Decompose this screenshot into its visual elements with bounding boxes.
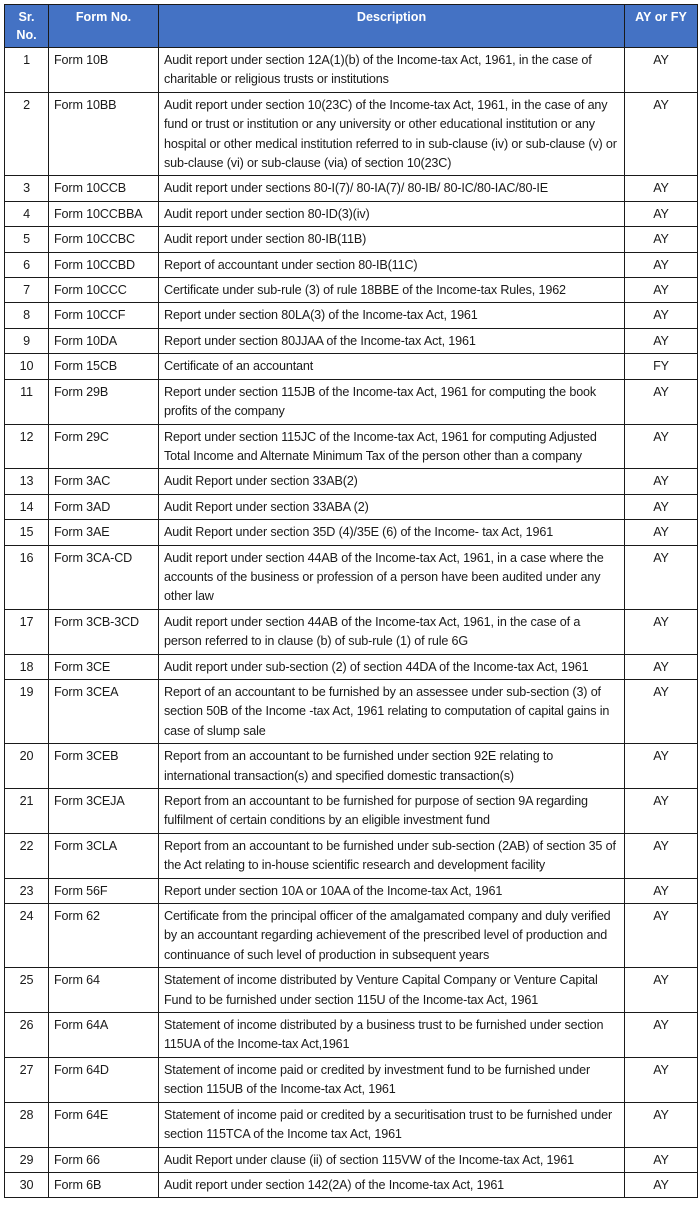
ay-or-fy-cell: AY [625, 1013, 698, 1058]
sr-no-cell: 30 [5, 1172, 49, 1197]
form-no-cell: Form 10B [49, 48, 159, 93]
table-row [5, 1172, 698, 1197]
ay-or-fy-cell: AY [625, 654, 698, 679]
form-no-cell: Form 3CA-CD [49, 545, 159, 609]
ay-or-fy-cell: FY [625, 354, 698, 379]
form-no-cell: Form 3CE [49, 654, 159, 679]
table-row [5, 1147, 698, 1172]
form-no-cell: Form 3AD [49, 494, 159, 519]
table-row [5, 904, 698, 968]
form-no-cell: Form 10CCBC [49, 227, 159, 252]
table-row [5, 48, 698, 93]
ay-or-fy-cell: AY [625, 545, 698, 609]
form-no-cell: Form 3CLA [49, 833, 159, 878]
description-cell: Audit report under section 44AB of the Income-tax Act, 1961, in the case of a person referred to in clause (b) of sub-rule (1) of rule 6G [159, 609, 625, 654]
table-row [5, 328, 698, 353]
description-cell: Statement of income distributed by a business trust to be furnished under section 115UA of the Income-tax Act,1961 [159, 1013, 625, 1058]
form-no-cell: Form 56F [49, 878, 159, 903]
table-row [5, 654, 698, 679]
sr-no-cell: 16 [5, 545, 49, 609]
ay-or-fy-cell: AY [625, 1102, 698, 1147]
description-cell: Report under section 115JC of the Income-tax Act, 1961 for computing Adjusted Total Income and Alternate Minimum Tax of the person other than a company [159, 424, 625, 469]
ay-or-fy-cell: AY [625, 679, 698, 743]
sr-no-cell: 1 [5, 48, 49, 93]
ay-or-fy-cell: AY [625, 968, 698, 1013]
table-row [5, 227, 698, 252]
sr-no-cell: 6 [5, 252, 49, 277]
sr-no-cell: 28 [5, 1102, 49, 1147]
ay-or-fy-cell: AY [625, 303, 698, 328]
ay-or-fy-cell: AY [625, 878, 698, 903]
form-no-cell: Form 10CCBBA [49, 201, 159, 226]
description-cell: Audit report under section 142(2A) of the Income-tax Act, 1961 [159, 1172, 625, 1197]
description-cell: Audit Report under section 35D (4)/35E (6) of the Income- tax Act, 1961 [159, 520, 625, 545]
description-cell: Audit report under sub-section (2) of section 44DA of the Income-tax Act, 1961 [159, 654, 625, 679]
form-no-cell: Form 3CB-3CD [49, 609, 159, 654]
sr-no-cell: 29 [5, 1147, 49, 1172]
ay-or-fy-cell: AY [625, 424, 698, 469]
form-no-cell: Form 62 [49, 904, 159, 968]
description-cell: Report from an accountant to be furnished for purpose of section 9A regarding fulfilment of certain conditions by an eligible investment fund [159, 789, 625, 834]
header-ay-or-fy: AY or FY [625, 5, 698, 48]
form-no-cell: Form 29B [49, 379, 159, 424]
form-no-cell: Form 3CEJA [49, 789, 159, 834]
sr-no-cell: 12 [5, 424, 49, 469]
table-row [5, 833, 698, 878]
ay-or-fy-cell: AY [625, 278, 698, 303]
ay-or-fy-cell: AY [625, 789, 698, 834]
table-row [5, 494, 698, 519]
header-row [5, 5, 698, 48]
ay-or-fy-cell: AY [625, 904, 698, 968]
description-cell: Audit report under section 12A(1)(b) of the Income-tax Act, 1961, in the case of charitable or religious trusts or institutions [159, 48, 625, 93]
table-row [5, 1102, 698, 1147]
sr-no-cell: 24 [5, 904, 49, 968]
header-sr-no: Sr. No. [5, 5, 49, 48]
form-no-cell: Form 3CEB [49, 744, 159, 789]
description-cell: Certificate from the principal officer of the amalgamated company and duly verified by an accountant regarding achievement of the prescribed level of production and continuance of such level of production in subsequent years [159, 904, 625, 968]
sr-no-cell: 8 [5, 303, 49, 328]
form-no-cell: Form 66 [49, 1147, 159, 1172]
sr-no-cell: 26 [5, 1013, 49, 1058]
ay-or-fy-cell: AY [625, 1172, 698, 1197]
forms-table-container [4, 4, 698, 1198]
table-row [5, 878, 698, 903]
table-row [5, 520, 698, 545]
audit-forms-table [4, 4, 698, 1198]
table-row [5, 252, 698, 277]
description-cell: Statement of income distributed by Venture Capital Company or Venture Capital Fund to be furnished under section 115U of the Income-tax Act, 1961 [159, 968, 625, 1013]
table-row [5, 968, 698, 1013]
sr-no-cell: 21 [5, 789, 49, 834]
ay-or-fy-cell: AY [625, 379, 698, 424]
table-row [5, 424, 698, 469]
ay-or-fy-cell: AY [625, 48, 698, 93]
ay-or-fy-cell: AY [625, 176, 698, 201]
ay-or-fy-cell: AY [625, 227, 698, 252]
header-form-no: Form No. [49, 5, 159, 48]
table-row [5, 609, 698, 654]
table-row [5, 789, 698, 834]
description-cell: Audit report under section 80-IB(11B) [159, 227, 625, 252]
description-cell: Audit report under section 10(23C) of the Income-tax Act, 1961, in the case of any fund or trust or institution or any university or other educational institution or any hospital or other medical institution referred to in sub-clause (iv) or sub-clause (v) or sub-clause (vi) or sub-clause (via) of section 10(23C) [159, 92, 625, 176]
table-row [5, 278, 698, 303]
table-header [5, 5, 698, 48]
table-body [5, 48, 698, 1198]
description-cell: Audit Report under section 33ABA (2) [159, 494, 625, 519]
form-no-cell: Form 3CEA [49, 679, 159, 743]
table-row [5, 469, 698, 494]
description-cell: Statement of income paid or credited by a securitisation trust to be furnished under section 115TCA of the Income tax Act, 1961 [159, 1102, 625, 1147]
sr-no-cell: 13 [5, 469, 49, 494]
sr-no-cell: 27 [5, 1057, 49, 1102]
sr-no-cell: 17 [5, 609, 49, 654]
description-cell: Report of an accountant to be furnished by an assessee under sub-section (3) of section 50B of the Income -tax Act, 1961 relating to computation of capital gains in case of slump sale [159, 679, 625, 743]
description-cell: Audit Report under clause (ii) of section 115VW of the Income-tax Act, 1961 [159, 1147, 625, 1172]
sr-no-cell: 23 [5, 878, 49, 903]
sr-no-cell: 19 [5, 679, 49, 743]
table-row [5, 545, 698, 609]
sr-no-cell: 2 [5, 92, 49, 176]
form-no-cell: Form 64A [49, 1013, 159, 1058]
sr-no-cell: 9 [5, 328, 49, 353]
description-cell: Certificate of an accountant [159, 354, 625, 379]
description-cell: Statement of income paid or credited by investment fund to be furnished under section 115UB of the Income-tax Act, 1961 [159, 1057, 625, 1102]
sr-no-cell: 18 [5, 654, 49, 679]
form-no-cell: Form 6B [49, 1172, 159, 1197]
sr-no-cell: 20 [5, 744, 49, 789]
ay-or-fy-cell: AY [625, 520, 698, 545]
sr-no-cell: 14 [5, 494, 49, 519]
ay-or-fy-cell: AY [625, 833, 698, 878]
sr-no-cell: 15 [5, 520, 49, 545]
ay-or-fy-cell: AY [625, 494, 698, 519]
sr-no-cell: 11 [5, 379, 49, 424]
sr-no-cell: 25 [5, 968, 49, 1013]
description-cell: Report under section 80JJAA of the Income-tax Act, 1961 [159, 328, 625, 353]
form-no-cell: Form 29C [49, 424, 159, 469]
ay-or-fy-cell: AY [625, 1057, 698, 1102]
form-no-cell: Form 10BB [49, 92, 159, 176]
description-cell: Report under section 10A or 10AA of the Income-tax Act, 1961 [159, 878, 625, 903]
description-cell: Audit report under sections 80-I(7)/ 80-IA(7)/ 80-IB/ 80-IC/80-IAC/80-IE [159, 176, 625, 201]
form-no-cell: Form 64E [49, 1102, 159, 1147]
form-no-cell: Form 10CCC [49, 278, 159, 303]
form-no-cell: Form 15CB [49, 354, 159, 379]
header-description: Description [159, 5, 625, 48]
ay-or-fy-cell: AY [625, 328, 698, 353]
ay-or-fy-cell: AY [625, 469, 698, 494]
table-row [5, 679, 698, 743]
form-no-cell: Form 10CCF [49, 303, 159, 328]
description-cell: Audit Report under section 33AB(2) [159, 469, 625, 494]
form-no-cell: Form 3AC [49, 469, 159, 494]
table-row [5, 201, 698, 226]
table-row [5, 1057, 698, 1102]
description-cell: Report under section 80LA(3) of the Income-tax Act, 1961 [159, 303, 625, 328]
ay-or-fy-cell: AY [625, 1147, 698, 1172]
description-cell: Report from an accountant to be furnished under section 92E relating to international transaction(s) and specified domestic transaction(s) [159, 744, 625, 789]
ay-or-fy-cell: AY [625, 92, 698, 176]
table-row [5, 354, 698, 379]
form-no-cell: Form 64D [49, 1057, 159, 1102]
sr-no-cell: 7 [5, 278, 49, 303]
description-cell: Report under section 115JB of the Income-tax Act, 1961 for computing the book profits of the company [159, 379, 625, 424]
description-cell: Certificate under sub-rule (3) of rule 18BBE of the Income-tax Rules, 1962 [159, 278, 625, 303]
ay-or-fy-cell: AY [625, 252, 698, 277]
sr-no-cell: 4 [5, 201, 49, 226]
table-row [5, 176, 698, 201]
description-cell: Audit report under section 44AB of the Income-tax Act, 1961, in a case where the accounts of the business or profession of a person have been audited under any other law [159, 545, 625, 609]
table-row [5, 1013, 698, 1058]
table-row [5, 744, 698, 789]
description-cell: Audit report under section 80-ID(3)(iv) [159, 201, 625, 226]
form-no-cell: Form 10CCB [49, 176, 159, 201]
sr-no-cell: 5 [5, 227, 49, 252]
sr-no-cell: 3 [5, 176, 49, 201]
ay-or-fy-cell: AY [625, 201, 698, 226]
ay-or-fy-cell: AY [625, 744, 698, 789]
description-cell: Report from an accountant to be furnished under sub-section (2AB) of section 35 of the Act relating to in-house scientific research and development facility [159, 833, 625, 878]
sr-no-cell: 22 [5, 833, 49, 878]
form-no-cell: Form 3AE [49, 520, 159, 545]
sr-no-cell: 10 [5, 354, 49, 379]
form-no-cell: Form 64 [49, 968, 159, 1013]
table-row [5, 92, 698, 176]
table-row [5, 303, 698, 328]
ay-or-fy-cell: AY [625, 609, 698, 654]
form-no-cell: Form 10CCBD [49, 252, 159, 277]
form-no-cell: Form 10DA [49, 328, 159, 353]
table-row [5, 379, 698, 424]
description-cell: Report of accountant under section 80-IB(11C) [159, 252, 625, 277]
